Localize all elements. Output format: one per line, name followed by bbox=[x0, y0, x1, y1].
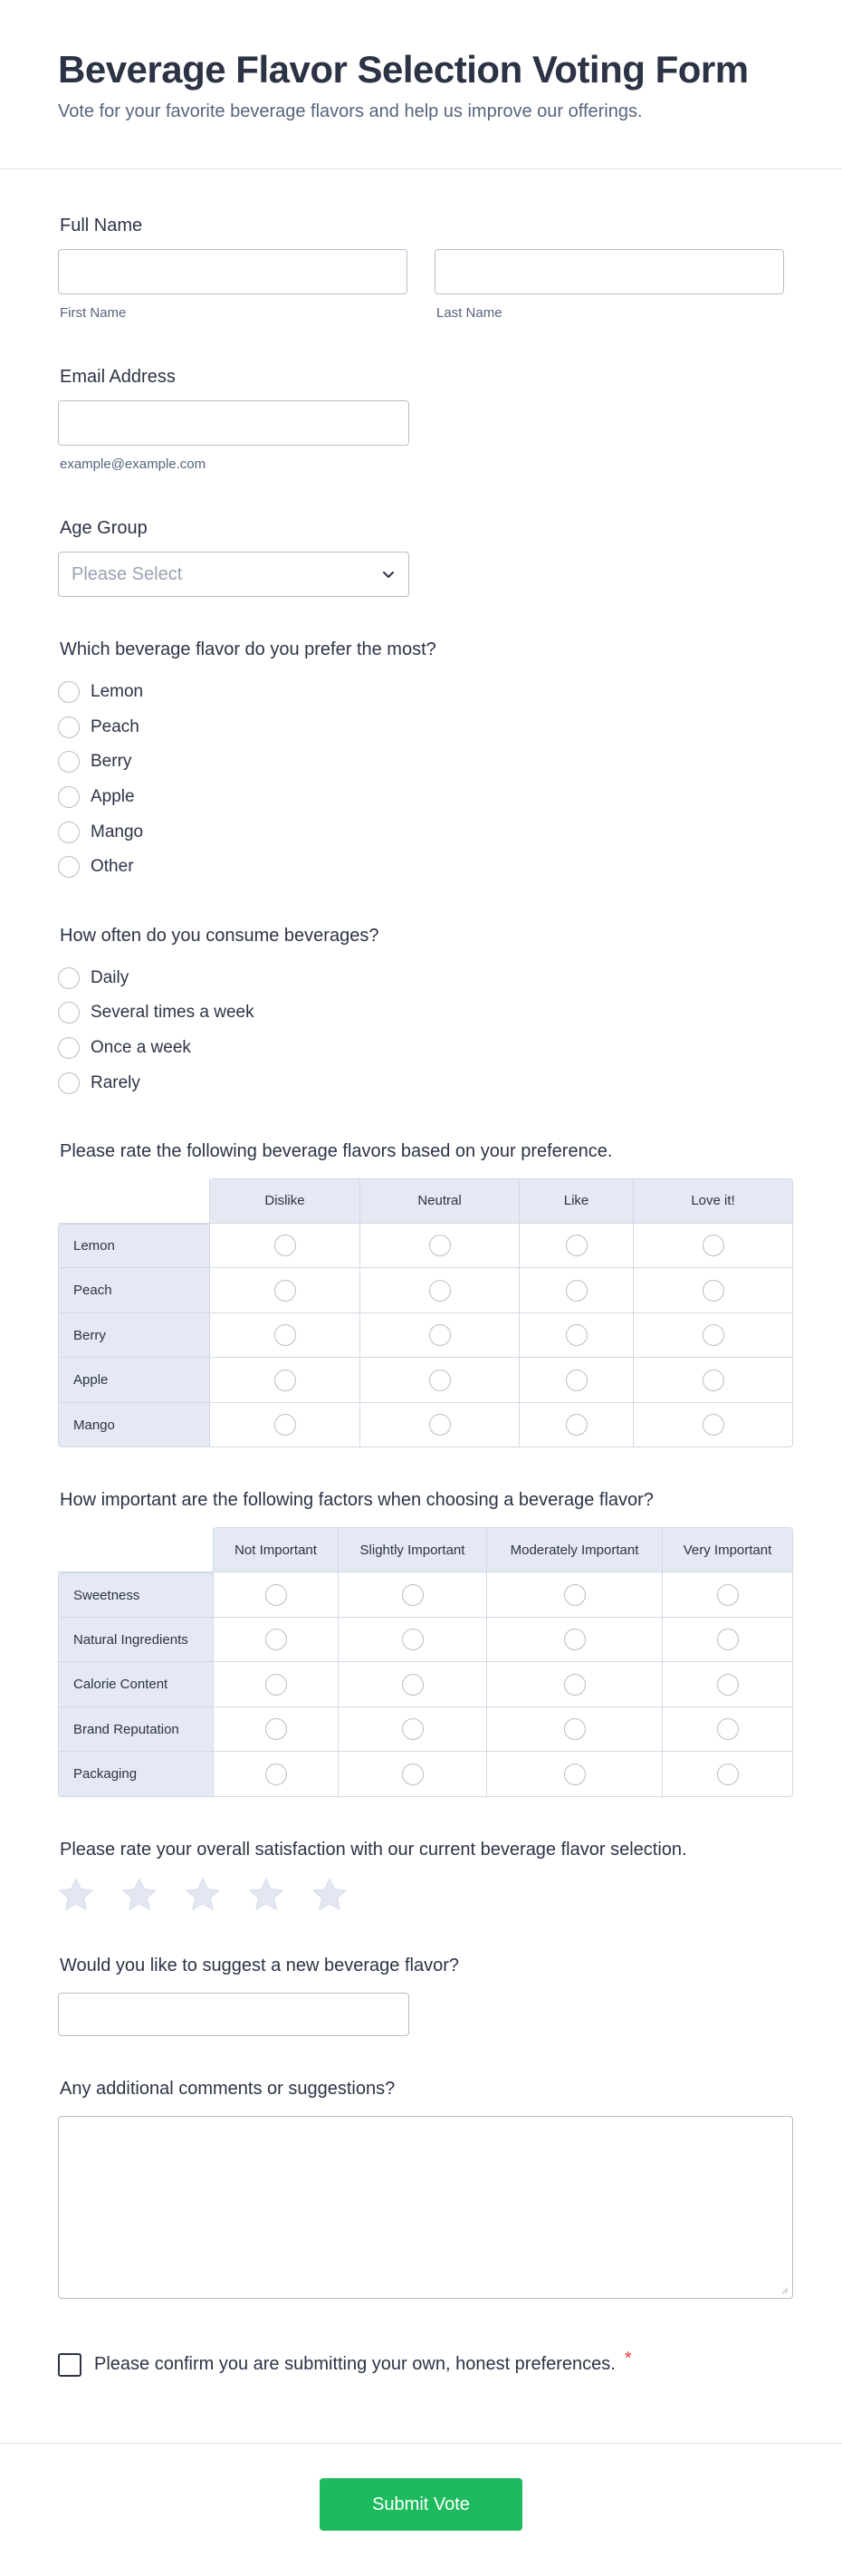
rating-matrix-radio[interactable] bbox=[429, 1280, 451, 1302]
star-icon[interactable] bbox=[185, 1877, 221, 1913]
frequency-option-label: Once a week bbox=[91, 1038, 191, 1058]
rating-matrix-column-header: Love it! bbox=[634, 1178, 793, 1224]
last-name-input[interactable] bbox=[435, 249, 784, 294]
rating-matrix bbox=[58, 1178, 793, 1448]
rating-matrix-column-header: Dislike bbox=[210, 1178, 360, 1224]
rating-matrix-radio[interactable] bbox=[703, 1235, 724, 1256]
submit-button[interactable]: Submit Vote bbox=[320, 2478, 522, 2531]
rating-matrix-radio[interactable] bbox=[703, 1280, 724, 1302]
star-icon[interactable] bbox=[121, 1877, 158, 1913]
importance-matrix-cell bbox=[663, 1572, 793, 1618]
importance-matrix-column-header: Very Important bbox=[663, 1527, 793, 1572]
flavor-pref-option-label: Peach bbox=[91, 716, 139, 736]
rating-matrix-radio[interactable] bbox=[703, 1324, 724, 1346]
age-group-select[interactable] bbox=[58, 552, 409, 597]
frequency-option[interactable] bbox=[58, 995, 784, 1031]
rating-matrix-cell bbox=[520, 1268, 634, 1313]
importance-matrix-row-label: Brand Reputation bbox=[58, 1707, 214, 1753]
importance-matrix-radio[interactable] bbox=[717, 1629, 739, 1650]
page-subtitle: Vote for your favorite beverage flavors and help us improve our offerings. bbox=[58, 101, 643, 121]
age-group-field bbox=[58, 515, 784, 597]
importance-matrix-row-label: Natural Ingredients bbox=[58, 1618, 214, 1663]
rating-matrix-radio[interactable] bbox=[274, 1324, 296, 1346]
age-group-placeholder: Please Select bbox=[72, 563, 183, 584]
form-body bbox=[0, 213, 842, 2377]
importance-matrix-cell bbox=[487, 1752, 663, 1797]
importance-matrix-column-header: Not Important bbox=[214, 1527, 339, 1572]
frequency-option-label: Rarely bbox=[91, 1072, 140, 1092]
importance-matrix-cell bbox=[663, 1707, 793, 1753]
importance-matrix-radio[interactable] bbox=[717, 1718, 739, 1740]
frequency-option[interactable] bbox=[58, 961, 784, 996]
rating-matrix-column-header: Like bbox=[520, 1178, 634, 1224]
flavor-pref-radio[interactable] bbox=[58, 716, 80, 738]
age-group-label: Age Group bbox=[60, 518, 148, 538]
form-footer bbox=[0, 2443, 842, 2576]
flavor-pref-radio[interactable] bbox=[58, 786, 80, 808]
rating-matrix-cell bbox=[634, 1313, 793, 1359]
rating-matrix-radio[interactable] bbox=[703, 1370, 724, 1391]
importance-matrix-radio[interactable] bbox=[402, 1584, 424, 1606]
importance-matrix-row bbox=[58, 1752, 793, 1797]
importance-matrix-radio[interactable] bbox=[564, 1718, 586, 1740]
importance-matrix-cell bbox=[487, 1707, 663, 1753]
importance-matrix-row-label: Packaging bbox=[58, 1752, 214, 1797]
importance-matrix-cell bbox=[487, 1618, 663, 1663]
page-title: Beverage Flavor Selection Voting Form bbox=[58, 48, 749, 91]
flavor-pref-option-label: Lemon bbox=[91, 682, 144, 702]
rating-matrix-radio[interactable] bbox=[566, 1280, 588, 1302]
importance-matrix-row bbox=[58, 1707, 793, 1753]
importance-matrix-cell bbox=[663, 1618, 793, 1663]
importance-matrix-label: How important are the following factors when choosing a beverage flavor? bbox=[60, 1490, 654, 1511]
rating-matrix-row bbox=[58, 1224, 793, 1269]
rating-matrix-radio[interactable] bbox=[429, 1235, 451, 1256]
importance-matrix-row-label: Calorie Content bbox=[58, 1662, 214, 1707]
frequency-radio[interactable] bbox=[58, 1072, 80, 1094]
frequency-radio[interactable] bbox=[58, 1037, 80, 1059]
first-name-col bbox=[58, 249, 407, 321]
star-icon[interactable] bbox=[248, 1877, 284, 1913]
star-rating bbox=[58, 1877, 784, 1913]
importance-matrix-cell bbox=[214, 1752, 339, 1797]
importance-matrix-column-header: Moderately Important bbox=[487, 1527, 663, 1572]
suggest-label: Would you like to suggest a new beverage flavor? bbox=[60, 1955, 460, 1975]
importance-matrix-radio[interactable] bbox=[265, 1584, 287, 1606]
importance-matrix-radio[interactable] bbox=[564, 1764, 586, 1785]
resize-grip-icon[interactable] bbox=[780, 2285, 789, 2294]
flavor-pref-option-label: Other bbox=[91, 857, 134, 877]
rating-matrix-row bbox=[58, 1313, 793, 1359]
rating-matrix-corner bbox=[58, 1178, 210, 1224]
importance-matrix-radio[interactable] bbox=[265, 1718, 287, 1740]
importance-matrix-radio[interactable] bbox=[402, 1718, 424, 1740]
flavor-pref-option[interactable] bbox=[58, 675, 784, 710]
importance-matrix-radio[interactable] bbox=[402, 1674, 424, 1696]
rating-matrix-row bbox=[58, 1268, 793, 1313]
flavor-pref-option[interactable] bbox=[58, 710, 784, 745]
frequency-option[interactable] bbox=[58, 1065, 784, 1101]
flavor-pref-radio[interactable] bbox=[58, 751, 80, 773]
email-field-group bbox=[58, 364, 784, 472]
flavor-pref-field bbox=[58, 637, 784, 885]
suggest-input[interactable] bbox=[58, 1993, 409, 2036]
chevron-down-icon bbox=[379, 565, 397, 583]
first-name-sublabel: First Name bbox=[60, 305, 127, 321]
suggest-field bbox=[58, 1953, 784, 2036]
satisfaction-label: Please rate your overall satisfaction with our current beverage flavor selection. bbox=[60, 1839, 687, 1860]
comments-textarea[interactable] bbox=[58, 2116, 793, 2299]
importance-matrix-radio[interactable] bbox=[564, 1584, 586, 1606]
rating-matrix-column-header: Neutral bbox=[360, 1178, 520, 1224]
importance-matrix-radio[interactable] bbox=[564, 1629, 586, 1650]
frequency-option-label: Several times a week bbox=[91, 1003, 254, 1023]
rating-matrix-radio[interactable] bbox=[429, 1414, 451, 1436]
flavor-pref-option[interactable] bbox=[58, 745, 784, 780]
satisfaction-field bbox=[58, 1837, 784, 1913]
rating-matrix-cell bbox=[360, 1358, 520, 1403]
importance-matrix-cell bbox=[339, 1707, 487, 1753]
flavor-pref-option[interactable] bbox=[58, 850, 784, 885]
importance-matrix-cell bbox=[487, 1572, 663, 1618]
rating-matrix-row bbox=[58, 1358, 793, 1403]
flavor-pref-option-label: Mango bbox=[91, 822, 144, 841]
rating-matrix-radio[interactable] bbox=[274, 1280, 296, 1302]
confirm-label: Please confirm you are submitting your own, honest preferences. bbox=[94, 2354, 616, 2375]
flavor-pref-label: Which beverage flavor do you prefer the most? bbox=[60, 639, 436, 659]
rating-matrix-cell bbox=[520, 1358, 634, 1403]
form-header bbox=[0, 0, 842, 169]
last-name-sublabel: Last Name bbox=[436, 305, 502, 321]
rating-matrix-row-label: Peach bbox=[58, 1268, 210, 1313]
star-icon[interactable] bbox=[311, 1877, 348, 1913]
rating-matrix-cell bbox=[520, 1403, 634, 1448]
importance-matrix-cell bbox=[663, 1662, 793, 1707]
rating-matrix-radio[interactable] bbox=[566, 1370, 588, 1391]
rating-matrix-row-label: Lemon bbox=[58, 1224, 210, 1269]
last-name-col bbox=[435, 249, 784, 321]
importance-matrix-row-label: Sweetness bbox=[58, 1572, 214, 1618]
rating-matrix-cell bbox=[210, 1224, 360, 1269]
importance-matrix-radio[interactable] bbox=[265, 1674, 287, 1696]
importance-matrix-radio[interactable] bbox=[717, 1674, 739, 1696]
required-mark: * bbox=[624, 2349, 632, 2369]
frequency-field bbox=[58, 923, 784, 1101]
rating-matrix-field bbox=[58, 1139, 784, 1448]
rating-matrix-radio[interactable] bbox=[274, 1414, 296, 1436]
rating-matrix-cell bbox=[360, 1403, 520, 1448]
importance-matrix-cell bbox=[487, 1662, 663, 1707]
rating-matrix-row-label: Apple bbox=[58, 1358, 210, 1403]
importance-matrix-radio[interactable] bbox=[717, 1584, 739, 1606]
importance-matrix-row bbox=[58, 1662, 793, 1707]
importance-matrix-cell bbox=[663, 1752, 793, 1797]
importance-matrix-cell bbox=[339, 1572, 487, 1618]
frequency-option[interactable] bbox=[58, 1031, 784, 1066]
rating-matrix-cell bbox=[520, 1313, 634, 1359]
rating-matrix-cell bbox=[210, 1268, 360, 1313]
rating-matrix-cell bbox=[210, 1403, 360, 1448]
first-name-input[interactable] bbox=[58, 249, 407, 294]
frequency-options bbox=[58, 961, 784, 1101]
rating-matrix-radio[interactable] bbox=[703, 1414, 724, 1436]
rating-matrix-row-label: Berry bbox=[58, 1313, 210, 1359]
flavor-pref-radio[interactable] bbox=[58, 681, 80, 703]
importance-matrix-row bbox=[58, 1572, 793, 1618]
importance-matrix-cell bbox=[339, 1618, 487, 1663]
rating-matrix-cell bbox=[634, 1403, 793, 1448]
rating-matrix-radio[interactable] bbox=[429, 1370, 451, 1391]
frequency-radio[interactable] bbox=[58, 1002, 80, 1024]
frequency-radio[interactable] bbox=[58, 967, 80, 989]
rating-matrix-radio[interactable] bbox=[274, 1370, 296, 1391]
rating-matrix-cell bbox=[634, 1358, 793, 1403]
full-name-label: Full Name bbox=[60, 216, 143, 235]
rating-matrix-row-label: Mango bbox=[58, 1403, 210, 1448]
flavor-pref-radio[interactable] bbox=[58, 856, 80, 878]
rating-matrix-radio[interactable] bbox=[274, 1235, 296, 1256]
flavor-pref-option[interactable] bbox=[58, 814, 784, 850]
importance-matrix-radio[interactable] bbox=[265, 1629, 287, 1650]
importance-matrix-field bbox=[58, 1487, 784, 1797]
importance-matrix-radio[interactable] bbox=[717, 1764, 739, 1785]
comments-field bbox=[58, 2076, 784, 2299]
rating-matrix-radio[interactable] bbox=[566, 1414, 588, 1436]
email-sublabel: example@example.com bbox=[60, 457, 206, 472]
rating-matrix-label: Please rate the following beverage flavors based on your preference. bbox=[60, 1140, 613, 1161]
rating-matrix-cell bbox=[360, 1268, 520, 1313]
rating-matrix-row bbox=[58, 1403, 793, 1448]
rating-matrix-radio[interactable] bbox=[566, 1235, 588, 1256]
importance-matrix-radio[interactable] bbox=[265, 1764, 287, 1785]
confirm-field bbox=[58, 2349, 784, 2377]
rating-matrix-cell bbox=[634, 1268, 793, 1313]
rating-matrix-cell bbox=[360, 1224, 520, 1269]
full-name-field bbox=[58, 213, 784, 321]
importance-matrix-cell bbox=[214, 1572, 339, 1618]
name-row bbox=[58, 249, 784, 321]
star-icon[interactable] bbox=[58, 1877, 94, 1913]
importance-matrix-radio[interactable] bbox=[564, 1674, 586, 1696]
importance-matrix-cell bbox=[214, 1662, 339, 1707]
importance-matrix-cell bbox=[214, 1707, 339, 1753]
email-label: Email Address bbox=[60, 367, 176, 387]
rating-matrix-cell bbox=[520, 1224, 634, 1269]
rating-matrix-cell bbox=[360, 1313, 520, 1359]
importance-matrix-cell bbox=[214, 1618, 339, 1663]
importance-matrix-row bbox=[58, 1618, 793, 1663]
frequency-option-label: Daily bbox=[91, 967, 129, 987]
flavor-pref-option[interactable] bbox=[58, 780, 784, 815]
flavor-pref-radio[interactable] bbox=[58, 822, 80, 843]
rating-matrix-radio[interactable] bbox=[566, 1324, 588, 1346]
confirm-checkbox[interactable] bbox=[58, 2353, 81, 2377]
rating-matrix-cell bbox=[210, 1313, 360, 1359]
flavor-pref-option-label: Apple bbox=[91, 787, 135, 807]
rating-matrix-radio[interactable] bbox=[429, 1324, 451, 1346]
rating-matrix-cell bbox=[634, 1224, 793, 1269]
importance-matrix bbox=[58, 1527, 793, 1797]
importance-matrix-radio[interactable] bbox=[402, 1629, 424, 1650]
importance-matrix-radio[interactable] bbox=[402, 1764, 424, 1785]
rating-matrix-cell bbox=[210, 1358, 360, 1403]
flavor-pref-option-label: Berry bbox=[91, 752, 132, 772]
importance-matrix-column-header: Slightly Important bbox=[339, 1527, 487, 1572]
flavor-pref-options bbox=[58, 675, 784, 885]
frequency-label: How often do you consume beverages? bbox=[60, 925, 379, 946]
importance-matrix-cell bbox=[339, 1662, 487, 1707]
importance-matrix-cell bbox=[339, 1752, 487, 1797]
importance-matrix-corner bbox=[58, 1527, 214, 1572]
email-input[interactable] bbox=[58, 400, 409, 446]
comments-label: Any additional comments or suggestions? bbox=[60, 2078, 396, 2099]
